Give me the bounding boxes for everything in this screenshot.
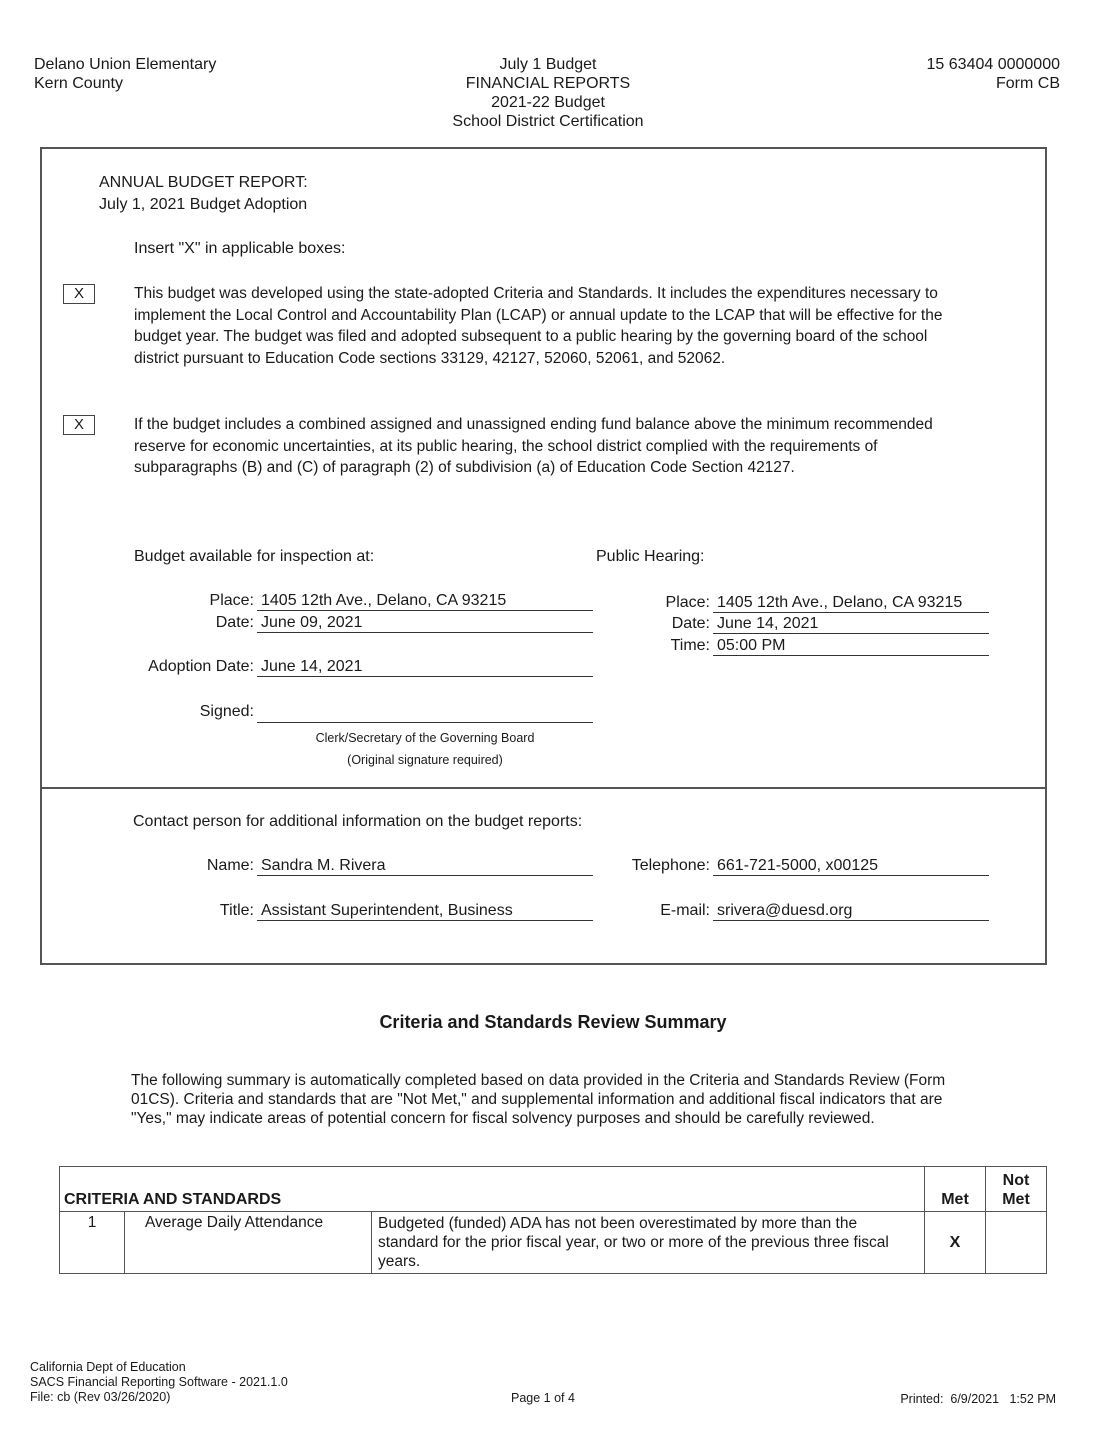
district-name: Delano Union Elementary bbox=[34, 56, 217, 73]
header-title-block bbox=[398, 55, 698, 131]
contact-phone-label: Telephone: bbox=[631, 857, 710, 874]
checkbox-criteria[interactable]: X bbox=[63, 284, 95, 304]
report-heading bbox=[99, 172, 308, 216]
contact-phone-field: 661-721-5000, x00125 bbox=[713, 856, 989, 876]
criteria-name: Average Daily Attendance bbox=[125, 1212, 372, 1274]
contact-heading: Contact person for additional information on the budget reports: bbox=[133, 813, 583, 830]
page-number: Page 1 of 4 bbox=[511, 1391, 575, 1405]
not-met-header bbox=[986, 1167, 1047, 1212]
report-heading-2: July 1, 2021 Budget Adoption bbox=[99, 196, 308, 213]
hearing-date-field: June 14, 2021 bbox=[713, 614, 989, 634]
paragraph-reserve: If the budget includes a combined assigned and unassigned ending fund balance above the minimum recommended reserve for economic uncertainties, at its public hearing, the school district complied with the requirements of subparagraphs (B) and (C) of paragraph (2) of subdivision (a) of Education Code Section 42127. bbox=[134, 416, 933, 476]
adoption-date-label: Adoption Date: bbox=[148, 658, 254, 675]
criteria-not-met-cell[interactable] bbox=[986, 1212, 1047, 1274]
hearing-heading: Public Hearing: bbox=[596, 548, 705, 565]
inspection-place-label: Place: bbox=[209, 592, 254, 609]
printed-timestamp: Printed: 6/9/2021 1:52 PM bbox=[900, 1392, 1056, 1406]
adoption-date-field: June 14, 2021 bbox=[257, 657, 593, 677]
criteria-met-cell[interactable]: X bbox=[925, 1212, 986, 1274]
header-title-1: July 1 Budget bbox=[499, 56, 597, 73]
contact-name-label: Name: bbox=[206, 857, 254, 874]
met-header: Met bbox=[925, 1167, 986, 1212]
footer-line-2: SACS Financial Reporting Software - 2021.1.0 bbox=[30, 1375, 288, 1389]
hearing-time-field: 05:00 PM bbox=[713, 636, 989, 656]
hearing-place-label: Place: bbox=[665, 594, 710, 611]
footer-line-1: California Dept of Education bbox=[30, 1360, 186, 1374]
signature-caption-1: Clerk/Secretary of the Governing Board bbox=[315, 731, 535, 745]
hearing-place-field: 1405 12th Ave., Delano, CA 93215 bbox=[713, 593, 989, 613]
not-met-header-1: Not bbox=[1002, 1172, 1030, 1189]
district-code: 15 63404 0000000 bbox=[926, 56, 1060, 73]
hearing-time-label: Time: bbox=[670, 637, 710, 654]
paragraph-criteria: This budget was developed using the state-adopted Criteria and Standards. It includes the expenditures necessary to implement the Local Control and Accountability Plan (LCAP) or annual update to the LCAP that will be effective for the budget year. The budget was filed and adopted subsequent to a public hearing by the governing board of the school district pursuant to Education Code sections 33129, 42127, 52060, 52061, and 52062. bbox=[134, 285, 943, 367]
signature-caption bbox=[257, 727, 593, 771]
contact-title-field: Assistant Superintendent, Business bbox=[257, 901, 593, 921]
header-title-3: 2021-22 Budget bbox=[491, 94, 605, 111]
checkbox-reserve[interactable]: X bbox=[63, 415, 95, 435]
not-met-header-2: Met bbox=[1002, 1191, 1030, 1208]
criteria-header: CRITERIA AND STANDARDS bbox=[60, 1167, 925, 1212]
criteria-table bbox=[59, 1166, 1047, 1274]
header-title-4: School District Certification bbox=[452, 113, 644, 130]
footer-line-3: File: cb (Rev 03/26/2020) bbox=[30, 1390, 171, 1404]
summary-title: Criteria and Standards Review Summary bbox=[379, 1012, 727, 1032]
header-district-block bbox=[34, 55, 216, 93]
header-title-2: FINANCIAL REPORTS bbox=[465, 75, 631, 92]
county-name: Kern County bbox=[34, 75, 123, 92]
inspection-date-field: June 09, 2021 bbox=[257, 613, 593, 633]
contact-name-field: Sandra M. Rivera bbox=[257, 856, 593, 876]
contact-email-field: srivera@duesd.org bbox=[713, 901, 989, 921]
hearing-date-label: Date: bbox=[671, 615, 710, 632]
inspection-date-label: Date: bbox=[215, 614, 254, 631]
contact-email-label: E-mail: bbox=[660, 902, 710, 919]
inspection-place-field: 1405 12th Ave., Delano, CA 93215 bbox=[257, 591, 593, 611]
instruction-text: Insert "X" in applicable boxes: bbox=[134, 240, 346, 257]
inspection-heading: Budget available for inspection at: bbox=[134, 548, 375, 565]
footer-source bbox=[30, 1360, 288, 1405]
summary-intro: The following summary is automatically completed based on data provided in the Criteria and Standards Review (Form 01CS). Criteria and standards that are "Not Met," and supplemental information and additional fiscal indicators that are "Yes," may indicate areas of potential concern for fiscal solvency purposes and should be carefully reviewed. bbox=[131, 1072, 946, 1127]
table-row bbox=[60, 1212, 1047, 1274]
criteria-number: 1 bbox=[60, 1212, 125, 1274]
criteria-header-row bbox=[60, 1167, 1047, 1212]
criteria-description: Budgeted (funded) ADA has not been overestimated by more than the standard for the prior fiscal year, or two or more of the previous three fiscal years. bbox=[372, 1212, 925, 1274]
signed-label: Signed: bbox=[199, 703, 254, 720]
signature-line[interactable] bbox=[257, 702, 593, 723]
signature-caption-2: (Original signature required) bbox=[347, 753, 503, 767]
header-code-block bbox=[860, 55, 1060, 93]
report-heading-1: ANNUAL BUDGET REPORT: bbox=[99, 174, 308, 191]
form-id: Form CB bbox=[996, 75, 1060, 92]
contact-title-label: Title: bbox=[219, 902, 254, 919]
